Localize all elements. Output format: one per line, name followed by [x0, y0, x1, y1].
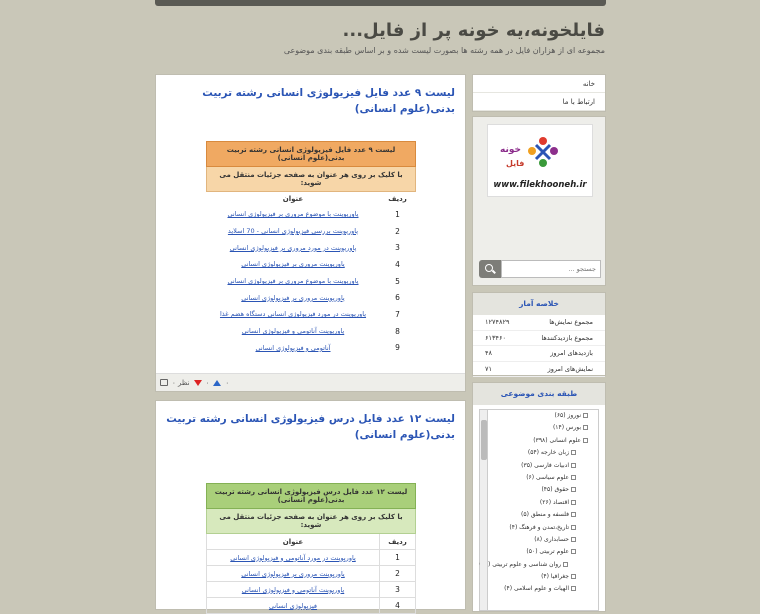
category-item[interactable]: زبان خارجه (۵۴): [480, 447, 598, 459]
table-row: 5 پاورپوینت با موضوع مروری بر فیزیولوژی انسانی: [207, 273, 416, 290]
category-scrollbar[interactable]: [480, 410, 488, 610]
post-2-file-table: [206, 483, 416, 614]
table-row: 2 پاورپوینت مروری بر فیزیولوژی انسانی: [207, 566, 416, 582]
nav-menu: [472, 74, 606, 112]
nav-contact[interactable]: ارتباط با ما: [473, 93, 605, 111]
category-item[interactable]: علوم تربیتی (۵۰): [480, 546, 598, 558]
search-input[interactable]: [501, 260, 601, 278]
site-logo[interactable]: [487, 124, 593, 197]
table-row: 2 پاورپوینت بررسی فیزیولوژی انسانی - 70 اسلاید: [207, 223, 416, 240]
comment-count[interactable]: ۰ نظر: [172, 378, 190, 387]
top-bar: [155, 0, 606, 6]
file-link[interactable]: آناتومی و فیزیولوژی انسانی: [255, 343, 331, 352]
site-description: مجموعه ای از هزاران فایل در همه رشته ها بصورت لیست شده و بر اساس طبقه بندی موضوعی: [283, 46, 605, 55]
logo-text-2: فایل: [506, 159, 525, 168]
col-num: ردیف: [380, 534, 416, 550]
table-row: 1 پاورپوینت در مورد آناتومی و فیزیولوژی انسانی: [207, 550, 416, 566]
col-num: ردیف: [388, 195, 407, 203]
logo-url: www.filekhooneh.ir: [493, 180, 587, 190]
file-link[interactable]: پاورپوینت با موضوع مروری بر فیزیولوژی انسانی: [227, 277, 359, 286]
stat-row: مجموع بازدیدکنندها ۶۱۳۴۶۰: [473, 331, 605, 347]
file-link[interactable]: پاورپوینت آناتومی و فیزیولوژی انسانی: [241, 327, 345, 336]
logo-text-1: خونه: [500, 145, 521, 155]
file-link[interactable]: پاورپوینت در مورد فیزیولوژی انسانی دستگاه هضم غذا: [219, 310, 367, 319]
down-count: ۰: [205, 378, 210, 387]
table-row: 7 پاورپوینت در مورد فیزیولوژی انسانی دستگاه هضم غذا: [207, 306, 416, 323]
category-item[interactable]: نوروز (۶۵): [480, 410, 598, 422]
table-row: 9 آناتومی و فیزیولوژی انسانی: [207, 340, 416, 357]
post-2-title[interactable]: لیست ۱۲ عدد فایل درس فیزیولوژی انسانی رشته تربیت بدنی(علوم انسانی): [166, 413, 455, 441]
stat-row: بازدیدهای امروز ۴۸: [473, 346, 605, 362]
thumbs-down-icon[interactable]: [194, 380, 202, 386]
table-title: لیست ۹ عدد فایل فیزیولوژی انسانی رشته تربیت بدنی(علوم انسانی): [207, 142, 416, 167]
file-link[interactable]: فیزیولوژی انسانی: [207, 598, 380, 614]
category-item[interactable]: فلسفه و منطق (۵): [480, 509, 598, 521]
file-link[interactable]: پاورپوینت مروری بر فیزیولوژی انسانی: [241, 260, 345, 269]
post-1-file-table: [206, 141, 416, 356]
table-title: لیست ۱۲ عدد فایل درس فیزیولوژی انسانی رشته تربیت بدنی(علوم انسانی): [207, 484, 416, 509]
search-bar: [479, 260, 601, 278]
category-item[interactable]: الهیات و علوم اسلامی (۴): [480, 583, 598, 595]
category-item[interactable]: اقتصاد (۲۶): [480, 497, 598, 509]
stats-title: خلاصه آمار: [473, 293, 605, 315]
file-link[interactable]: پاورپوینت مروری بر فیزیولوژی انسانی: [207, 566, 380, 582]
category-item[interactable]: ادبیات فارسی (۳۵): [480, 460, 598, 472]
categories-title: طبقه بندی موضوعی: [473, 383, 605, 405]
table-row: 1 پاورپوینت با موضوع مروری بر فیزیولوژی انسانی: [207, 206, 416, 223]
col-title: عنوان: [207, 534, 380, 550]
post-1-title[interactable]: لیست ۹ عدد فایل فیزیولوژی انسانی رشته تربیت بدنی(علوم انسانی): [202, 87, 455, 115]
stats-box: [472, 292, 606, 376]
thumbs-up-icon[interactable]: [213, 380, 221, 386]
file-link[interactable]: پاورپوینت در مورد آناتومی و فیزیولوژی انسانی: [207, 550, 380, 566]
post-1-footer: [156, 373, 465, 391]
category-item[interactable]: علوم انسانی (۳۹۸): [480, 435, 598, 447]
post-2: [155, 400, 466, 610]
table-note: با کلیک بر روی هر عنوان به صفحه جزئیات منتقل می شوید:: [207, 509, 416, 534]
table-row: 4 فیزیولوژی انسانی: [207, 598, 416, 614]
logo-box: [472, 116, 606, 286]
category-item[interactable]: حقوق (۴۵): [480, 484, 598, 496]
file-link[interactable]: پاورپوینت بررسی فیزیولوژی انسانی - 70 اسلاید: [227, 227, 359, 236]
logo-mark-icon: [526, 135, 560, 171]
table-row: 4 پاورپوینت مروری بر فیزیولوژی انسانی: [207, 256, 416, 273]
search-icon[interactable]: [479, 260, 501, 278]
category-item[interactable]: تاریخ،تمدن و فرهنگ (۴): [480, 522, 598, 534]
file-link[interactable]: پاورپوینت آناتومی و فیزیولوژی انسانی: [207, 582, 380, 598]
category-item[interactable]: جغرافیا (۴): [480, 571, 598, 583]
site-title[interactable]: فایلخونه،یه خونه پر از فایل...: [342, 20, 605, 41]
file-link[interactable]: پاورپوینت در مورد مروری بر فیزیولوژی انسانی: [229, 243, 357, 252]
file-link[interactable]: پاورپوینت مروری بر فیزیولوژی انسانی: [241, 293, 345, 302]
file-link[interactable]: پاورپوینت با موضوع مروری بر فیزیولوژی انسانی: [227, 210, 359, 219]
category-item[interactable]: بورس (۱۴): [480, 422, 598, 434]
category-item[interactable]: روان شناسی و علوم تربیتی (: [480, 559, 598, 571]
stat-row: نمایش‌های امروز ۷۱: [473, 362, 605, 378]
comment-icon[interactable]: [160, 379, 168, 386]
table-row: 3 پاورپوینت در مورد مروری بر فیزیولوژی انسانی: [207, 239, 416, 256]
stat-row: مجموع نمایش‌ها ۱۲۷۴۸۲۹: [473, 315, 605, 331]
post-1: [155, 74, 466, 392]
table-row: 8 پاورپوینت آناتومی و فیزیولوژی انسانی: [207, 323, 416, 340]
col-title: عنوان: [282, 195, 304, 203]
table-row: 3 پاورپوینت آناتومی و فیزیولوژی انسانی: [207, 582, 416, 598]
category-item[interactable]: حسابداری (۸): [480, 534, 598, 546]
categories-box: [472, 382, 606, 612]
category-item[interactable]: علوم سیاسی (۶): [480, 472, 598, 484]
up-count: ۰: [225, 378, 230, 387]
category-tree[interactable]: [479, 409, 599, 611]
nav-home[interactable]: خانه: [473, 75, 605, 93]
table-row: 6 پاورپوینت مروری بر فیزیولوژی انسانی: [207, 289, 416, 306]
table-note: با کلیک بر روی هر عنوان به صفحه جزئیات منتقل می شوید:: [207, 167, 416, 192]
